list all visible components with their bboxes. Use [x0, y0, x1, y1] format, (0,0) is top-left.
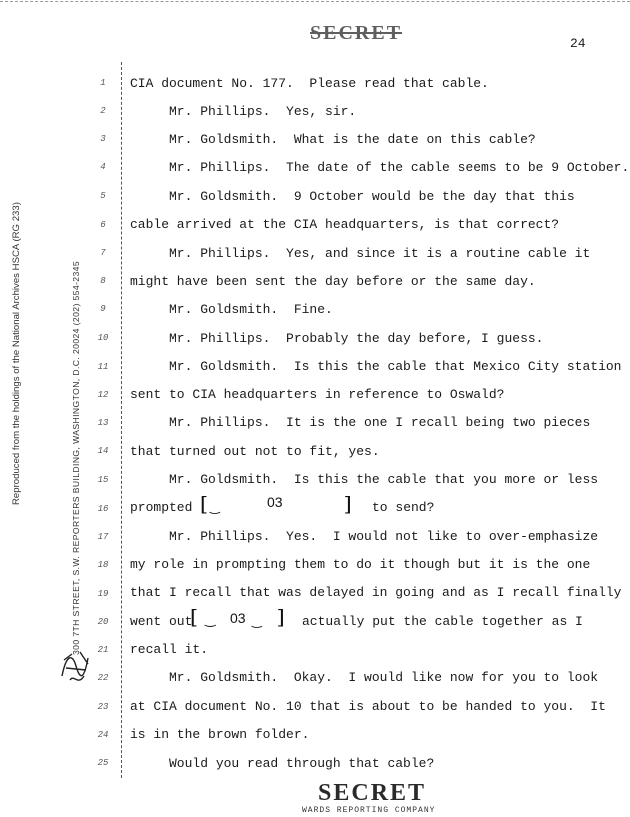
transcript-line: Mr. Goldsmith. 9 October would be the day that this — [130, 189, 575, 204]
transcript-line: recall it. — [130, 642, 209, 657]
transcript-line: Mr. Goldsmith. Is this the cable that you more or less — [130, 472, 599, 487]
handwritten-tick: ‿ — [210, 500, 220, 514]
line-number: 20 — [97, 617, 109, 627]
transcript-line: went out — [130, 614, 193, 629]
transcript-line: Mr. Phillips. The date of the cable seems to be 9 October. — [130, 160, 630, 175]
transcript-line: Would you read through that cable? — [130, 756, 435, 771]
transcript-line: Mr. Goldsmith. Is this the cable that Mexico City station — [130, 359, 622, 374]
transcript-line: Mr. Phillips. Yes, and since it is a routine cable it — [130, 246, 591, 261]
redaction-bracket-close: ] — [278, 606, 285, 627]
line-number: 15 — [97, 475, 109, 485]
transcript-line: Mr. Goldsmith. Okay. I would like now for you to look — [130, 670, 599, 685]
line-number: 4 — [100, 162, 106, 172]
transcript-line: Mr. Phillips. Probably the day before, I guess. — [130, 331, 544, 346]
redaction-code-handwritten: 03 — [230, 610, 246, 626]
line-number: 3 — [100, 134, 106, 144]
transcript-line: Mr. Phillips. Yes. I would not like to over-emphasize — [130, 529, 599, 544]
line-number: 13 — [97, 418, 109, 428]
reporter-footer: WARDS REPORTING COMPANY — [302, 806, 436, 815]
classification-stamp-top: SECRET — [310, 22, 403, 44]
transcript-line: Mr. Phillips. It is the one I recall being two pieces — [130, 415, 591, 430]
transcript-line: prompted — [130, 500, 193, 515]
line-number: 2 — [100, 106, 106, 116]
line-number: 25 — [97, 758, 109, 768]
reporter-address-note: 300 7TH STREET, S.W. REPORTERS BUILDING, WASHINGTON, D.C. 20024 (202) 554-2345 — [71, 260, 81, 655]
line-number: 6 — [100, 220, 106, 230]
line-number: 16 — [97, 504, 109, 514]
top-dashed-rule — [0, 1, 630, 2]
transcript-line: is in the brown folder. — [130, 727, 310, 742]
redaction-bracket-close: ] — [345, 493, 352, 514]
transcript-line: Mr. Goldsmith. Fine. — [130, 302, 333, 317]
transcript-line: might have been sent the day before or the same day. — [130, 274, 536, 289]
left-margin-rule — [121, 62, 122, 778]
line-number: 12 — [97, 390, 109, 400]
transcript-line: actually put the cable together as I — [302, 614, 583, 629]
redaction-bracket-open: [ — [200, 493, 207, 514]
handwritten-dash: ‿ — [252, 614, 262, 628]
line-number: 17 — [97, 532, 109, 542]
line-number: 10 — [97, 333, 109, 343]
line-number: 21 — [97, 645, 109, 655]
line-number: 22 — [97, 673, 109, 683]
line-number: 9 — [100, 304, 106, 314]
line-number: 19 — [97, 589, 109, 599]
line-number: 7 — [100, 248, 106, 258]
transcript-line: that turned out not to fit, yes. — [130, 444, 380, 459]
redaction-code-handwritten: 03 — [267, 494, 283, 510]
line-number: 14 — [97, 446, 109, 456]
handwritten-dash: ‿ — [205, 612, 216, 627]
transcript-line: sent to CIA headquarters in reference to Oswald? — [130, 387, 505, 402]
classification-stamp-bottom: SECRET — [318, 780, 427, 806]
line-number: 5 — [100, 191, 106, 201]
transcript-line: Mr. Goldsmith. What is the date on this cable? — [130, 132, 536, 147]
transcript-line: to send? — [372, 500, 435, 515]
line-number: 24 — [97, 730, 109, 740]
transcript-line: my role in prompting them to do it though but it is the one — [130, 557, 591, 572]
line-number: 8 — [100, 276, 106, 286]
transcript-line: CIA document No. 177. Please read that cable. — [130, 76, 489, 91]
line-number: 1 — [100, 78, 106, 88]
transcript-line: cable arrived at the CIA headquarters, is that correct? — [130, 217, 560, 232]
line-number: 18 — [97, 560, 109, 570]
transcript-line: at CIA document No. 10 that is about to be handed to you. It — [130, 699, 606, 714]
transcript-line: that I recall that was delayed in going and as I recall finally — [130, 585, 622, 600]
redaction-bracket-open: [ — [190, 606, 197, 627]
archives-provenance-note: Reproduced from the holdings of the National Archives HSCA (RG 233) — [11, 202, 22, 505]
transcript-line: Mr. Phillips. Yes, sir. — [130, 104, 357, 119]
line-number: 23 — [97, 702, 109, 712]
line-number: 11 — [97, 362, 109, 372]
page-number: 24 — [570, 36, 586, 51]
handwritten-initials-scribble — [58, 646, 96, 688]
